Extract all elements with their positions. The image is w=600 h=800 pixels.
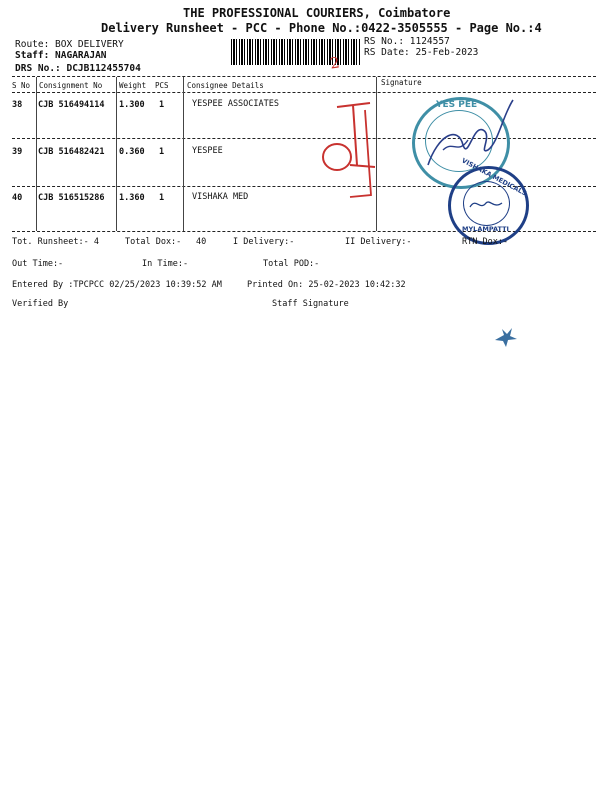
table-header-rule [12, 92, 596, 93]
total-dox-label: Total Dox:- [125, 237, 182, 247]
rs-date: RS Date: 25-Feb-2023 [364, 47, 479, 58]
column-rule [183, 77, 184, 231]
column-rule [116, 77, 117, 231]
row-weight: 1.360 [119, 193, 145, 203]
drs-number: DRS No.: DCJB112455704 [15, 63, 141, 74]
route-label: Route: BOX DELIVERY [15, 39, 124, 50]
total-pod: Total POD:- [263, 259, 320, 269]
row-sno: 40 [12, 193, 23, 203]
col-header-pcs: PCS [155, 81, 169, 90]
yespee-stamp-text: YES PEE [436, 100, 478, 110]
vishaka-signature [468, 195, 508, 215]
row-consignee: VISHAKA MED [192, 192, 249, 202]
row-sno: 38 [12, 100, 23, 110]
row-consignment: CJB 516482421 [38, 147, 105, 157]
row-pcs: 1 [159, 147, 165, 157]
row-sno: 39 [12, 147, 23, 157]
row-pcs: 1 [159, 100, 165, 110]
row-consignee: YESPEE [192, 146, 223, 156]
column-rule [36, 77, 37, 231]
runsheet-subtitle: Delivery Runsheet - PCC - Phone No.:0422-3505555 - Page No.:4 [101, 21, 542, 35]
row-consignment: CJB 516515286 [38, 193, 105, 203]
row-weight: 0.360 [119, 147, 145, 157]
handwritten-number: 2 [328, 53, 341, 73]
rs-number: RS No.: 1124557 [364, 36, 450, 47]
vishaka-stamp-top-text: VISHAKA MEDICALS [460, 156, 528, 198]
ink-blot [490, 325, 520, 350]
barcode [231, 39, 361, 65]
total-runsheet: Tot. Runsheet:- 4 [12, 237, 99, 247]
col-header-consignee: Consignee Details [187, 81, 264, 90]
handwritten-red-mark [315, 95, 385, 205]
in-time: In Time:- [142, 259, 189, 269]
table-top-rule [12, 76, 596, 77]
entered-by: Entered By :TPCPCC 02/25/2023 10:39:52 AM [12, 280, 222, 290]
row-consignment: CJB 516494114 [38, 100, 105, 110]
staff-signature: Staff Signature [272, 299, 349, 309]
company-title: THE PROFESSIONAL COURIERS, Coimbatore [183, 6, 451, 20]
col-header-consignment: Consignment No [39, 81, 103, 90]
ii-delivery: II Delivery:- [345, 237, 412, 247]
row-pcs: 1 [159, 193, 165, 203]
rtn-dox: RTN Dox:- [462, 237, 509, 247]
row-weight: 1.300 [119, 100, 145, 110]
row-consignee: YESPEE ASSOCIATES [192, 99, 279, 109]
staff-label: Staff: NAGARAJAN [15, 50, 107, 61]
col-header-sno: S No [12, 81, 31, 90]
total-dox-value: 40 [196, 237, 207, 247]
out-time: Out Time:- [12, 259, 64, 269]
i-delivery: I Delivery:- [233, 237, 295, 247]
col-header-signature: Signature [381, 78, 422, 87]
verified-by: Verified By [12, 299, 69, 309]
printed-on: Printed On: 25-02-2023 10:42:32 [247, 280, 406, 290]
vishaka-stamp-bottom-text: MYLAMPATTI [462, 225, 509, 233]
col-header-weight: Weight [119, 81, 147, 90]
